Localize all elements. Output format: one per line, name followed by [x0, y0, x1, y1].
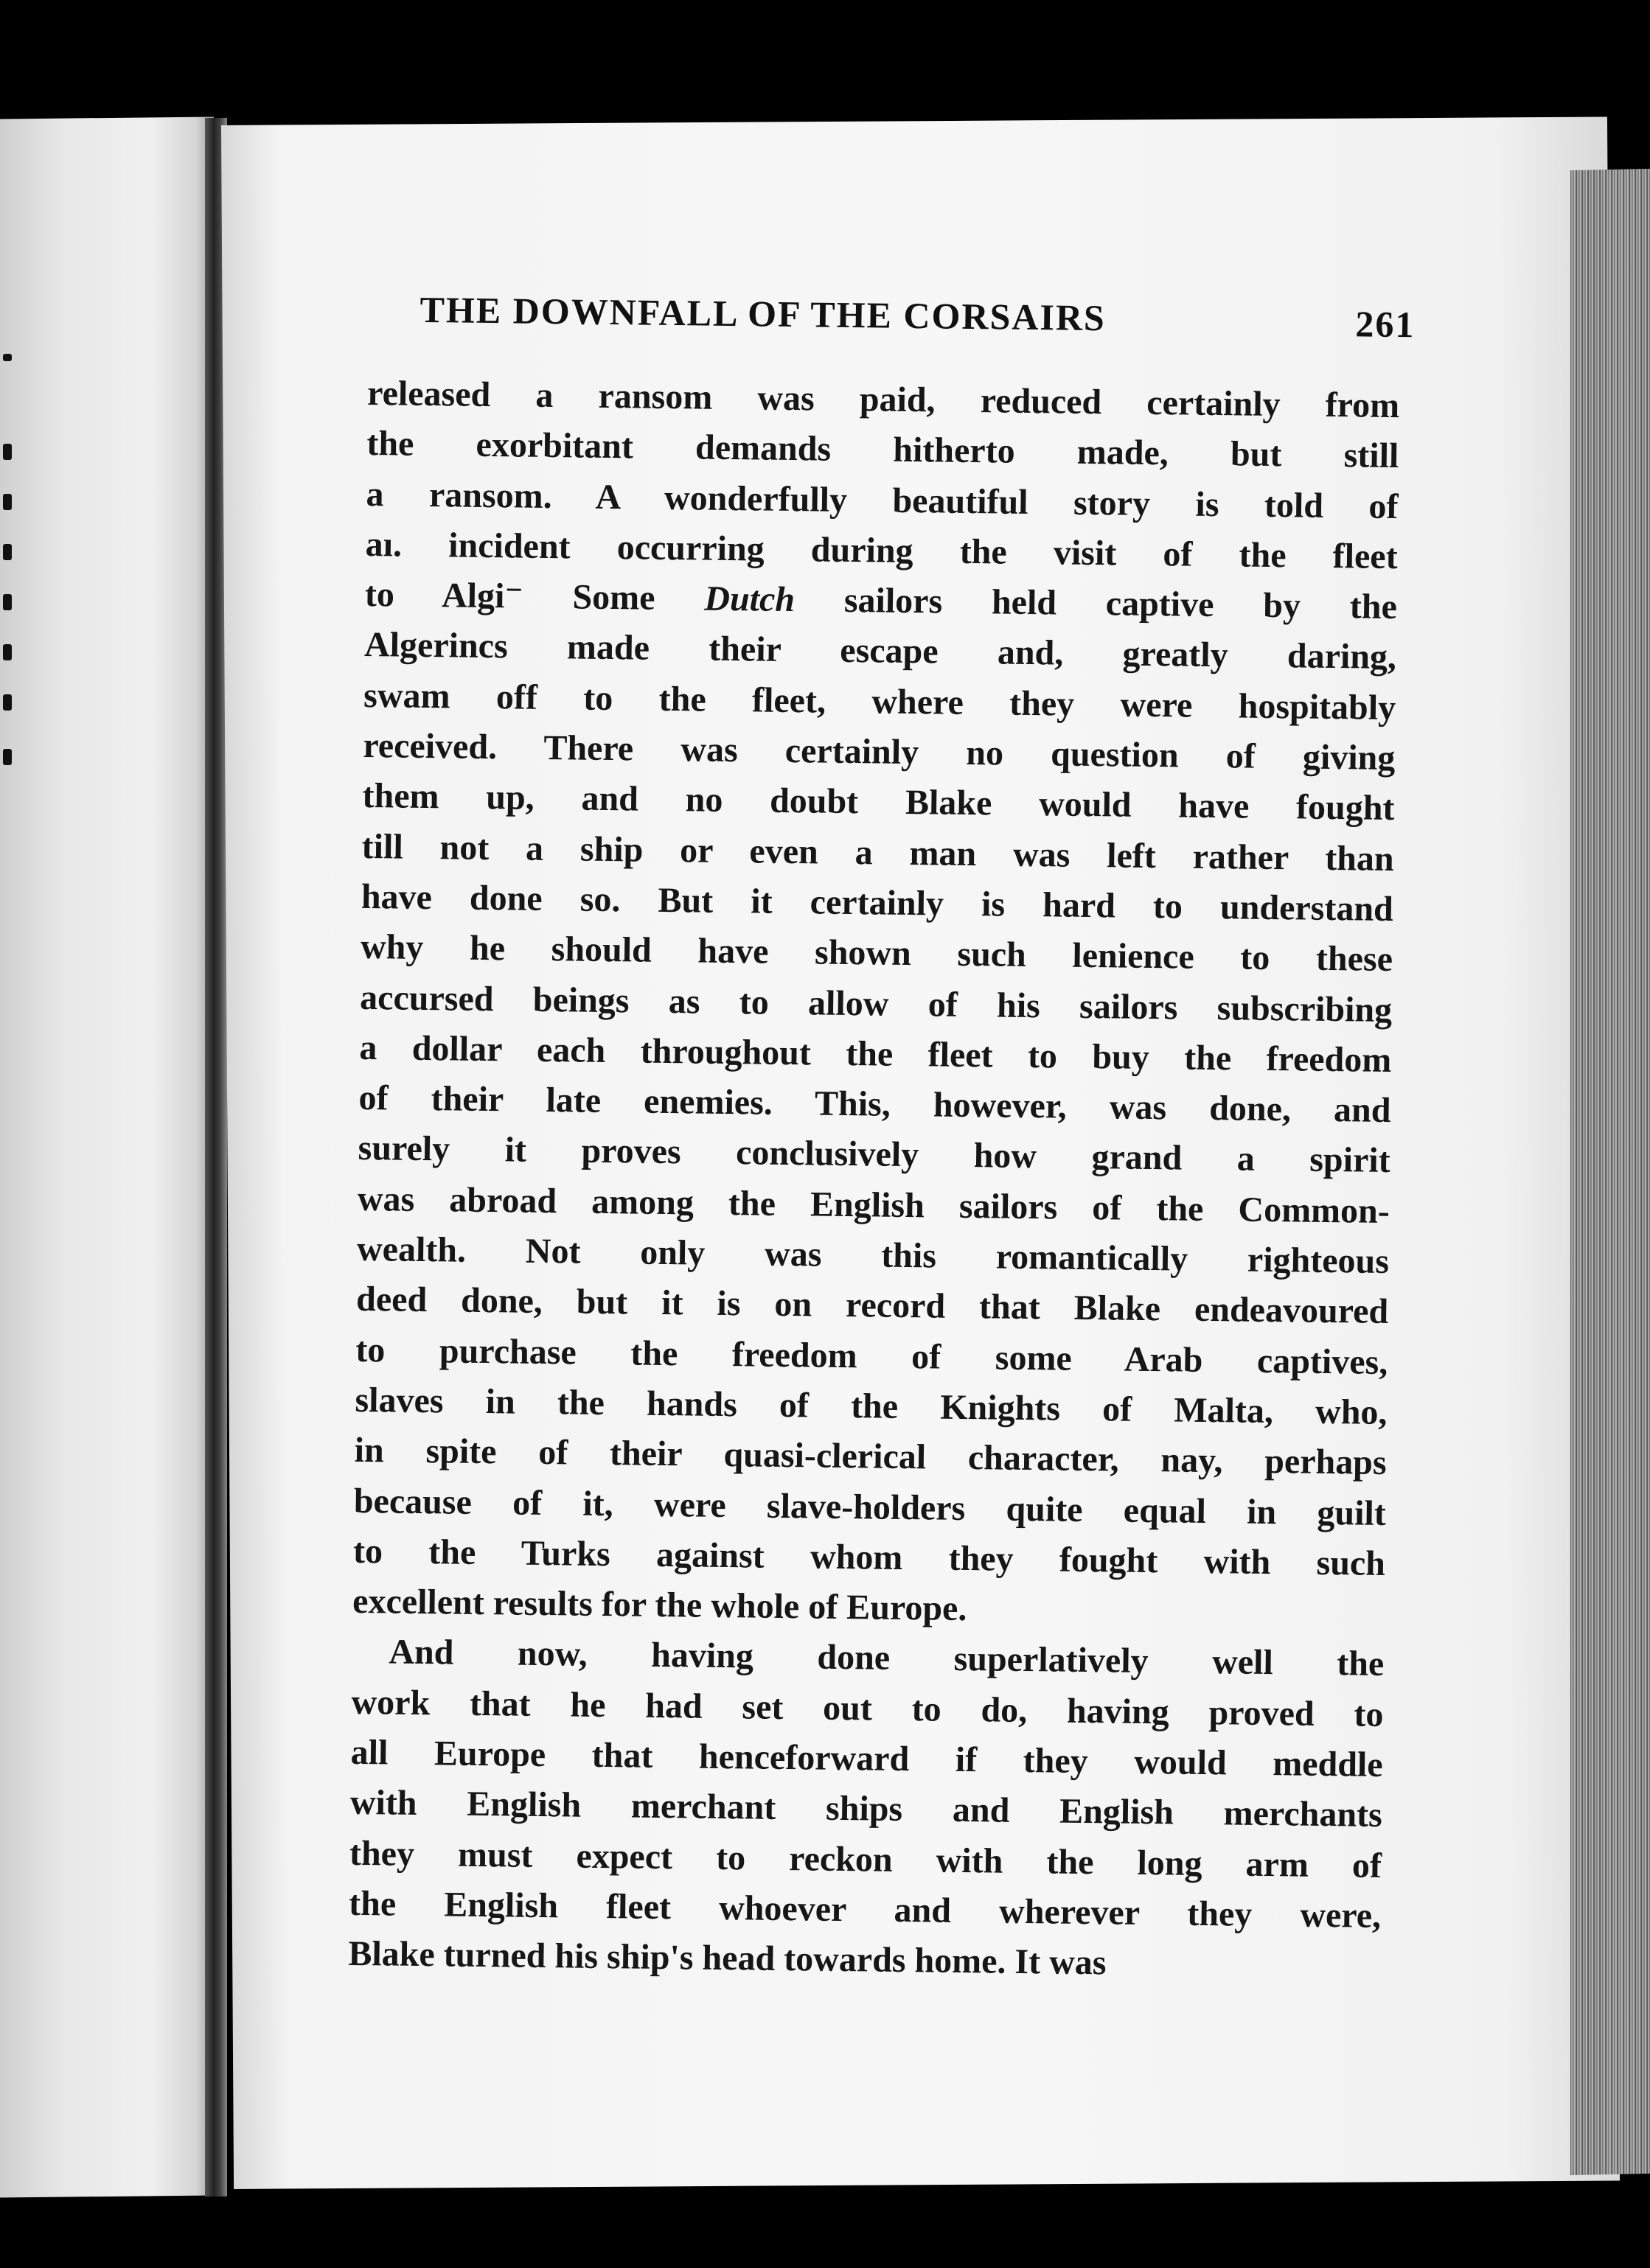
page-text-block [348, 287, 1416, 1992]
left-fragment [3, 749, 12, 765]
text-line: to Algi⁻ Some Dutch sailors held captive by the [364, 575, 1398, 627]
text-line: they must expect to reckon with the long arm of [349, 1833, 1382, 1885]
left-fragment [3, 494, 12, 510]
text-line: accursed beings as to allow of his sailors subscribing [359, 977, 1393, 1030]
text-line: work that he had set out to do, having proved to [351, 1682, 1384, 1734]
text-line: swam off to the fleet, where they were hospitably [363, 675, 1396, 727]
text-line: of their late enemies. This, however, was done, and [358, 1078, 1391, 1131]
text-line: a ransom. A wonderfully beautiful story is told of [366, 474, 1399, 526]
text-line: was abroad among the English sailors of the Common- [357, 1179, 1390, 1231]
text-line: to the Turks against whom they fought with such [352, 1531, 1386, 1583]
page-number: 261 [1355, 303, 1416, 346]
text-line: have done so. But it certainly is hard to understand [361, 876, 1394, 929]
page-edges [1570, 169, 1650, 2175]
left-fragment [3, 544, 12, 560]
text-line: them up, and no doubt Blake would have fought [362, 776, 1395, 828]
text-line: in spite of their quasi-clerical character, nay, perhaps [354, 1431, 1387, 1483]
text-line: to purchase the freedom of some Arab captives, [355, 1330, 1388, 1382]
text-line: slaves in the hands of the Knights of Malta, who, [355, 1380, 1388, 1432]
text-line: with English merchant ships and English merchants [349, 1783, 1383, 1835]
text-line: received. There was certainly no question of giving [363, 726, 1396, 778]
left-page-text-fragments [0, 354, 29, 943]
text-line: a dollar each throughout the fleet to buy the freedom [359, 1027, 1392, 1080]
text-line: Algerincs made their escape and, greatly daring, [363, 625, 1397, 677]
left-fragment [3, 644, 12, 660]
text-line: because of it, were slave-holders quite equal in guilt [353, 1481, 1387, 1533]
text-line: all Europe that henceforward if they would meddle [350, 1732, 1383, 1784]
left-fragment [3, 354, 12, 361]
text-line: Blake turned his ship's head towards home. It was [348, 1934, 1107, 1983]
text-line: aı. incident occurring during the visit of the fleet [365, 524, 1398, 576]
body-text [348, 369, 1400, 1992]
text-line: the English fleet whoever and wherever they were, [348, 1883, 1382, 1936]
left-fragment [3, 694, 12, 711]
text-line: why he should have shown such lenience to these [360, 927, 1393, 980]
text-line: And now, having done superlatively well the [389, 1632, 1385, 1684]
facing-left-page [0, 116, 214, 2197]
text-line: surely it proves conclusively how grand a spirit [358, 1128, 1390, 1181]
left-fragment [3, 444, 12, 460]
text-line: the exorbitant demands hitherto made, but still [366, 424, 1399, 476]
running-title: THE DOWNFALL OF THE CORSAIRS [420, 288, 1107, 339]
text-line: wealth. Not only was this romantically righteous [356, 1229, 1390, 1282]
running-header [368, 287, 1416, 359]
text-line: till not a ship or even a man was left rather than [361, 826, 1394, 879]
left-fragment [3, 594, 12, 610]
text-line: excellent results for the whole of Europe. [352, 1581, 967, 1629]
text-line: released a ransom was paid, reduced certainly from [366, 373, 1400, 426]
text-line: deed done, but it is on record that Blake endeavoured [355, 1280, 1389, 1332]
